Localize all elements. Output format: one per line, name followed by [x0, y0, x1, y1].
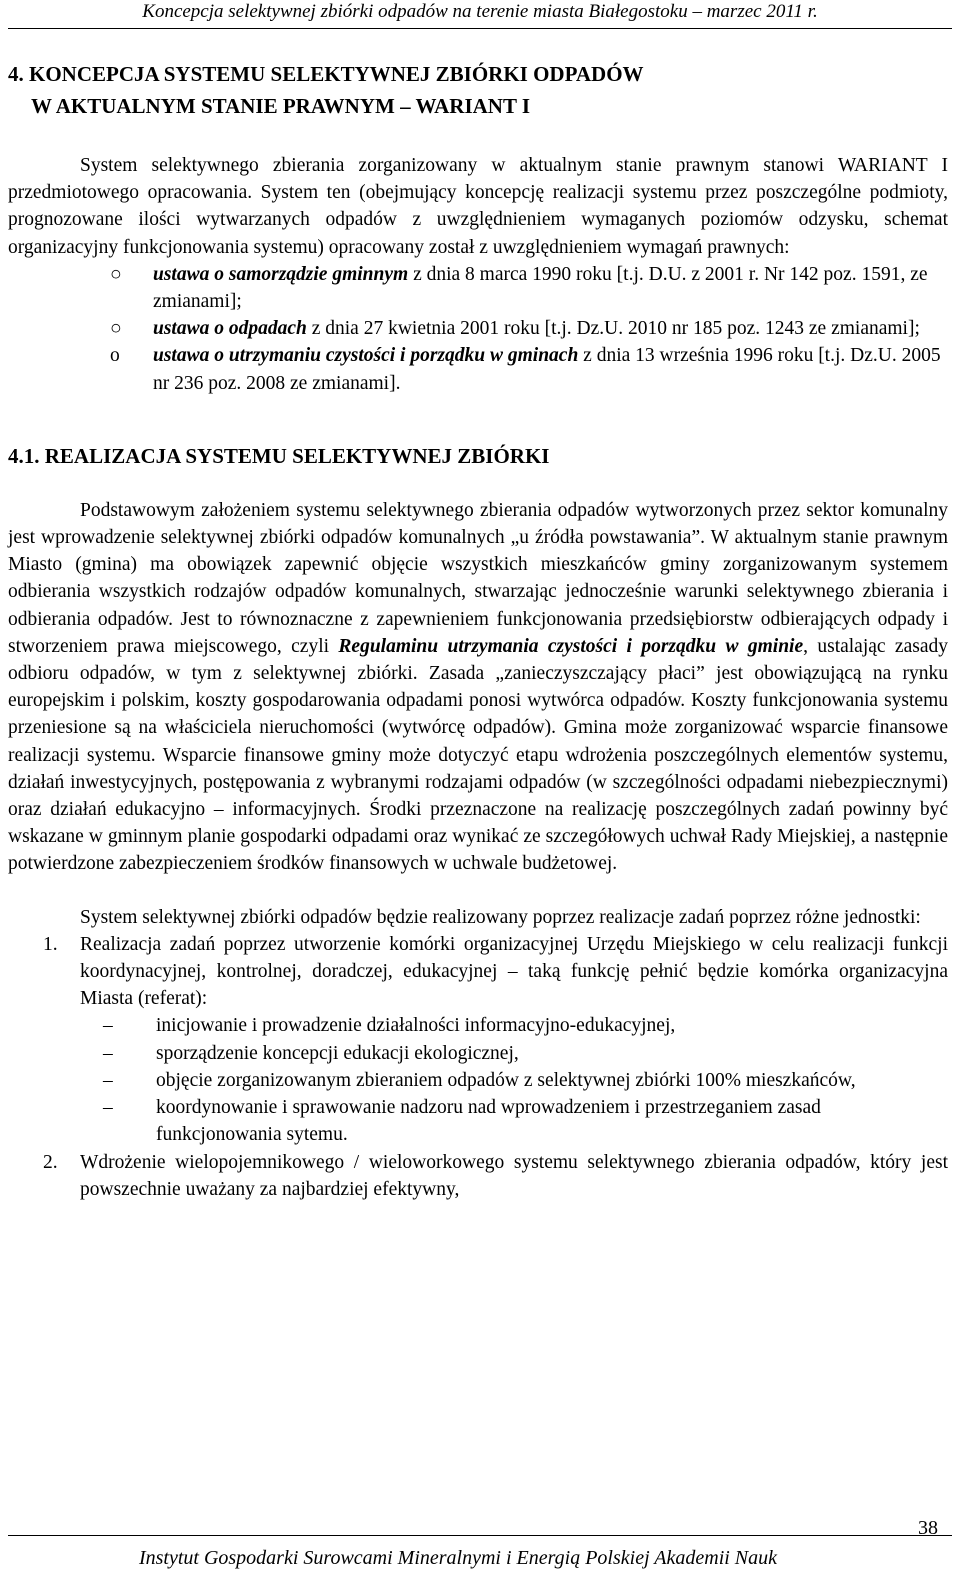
list-number: 2.	[43, 1151, 58, 1173]
section-4-1-heading: 4.1. REALIZACJA SYSTEMU SELEKTYWNEJ ZBIÓRKI	[8, 443, 550, 468]
list-item: – sporządzenie koncepcji edukacji ekologicznej,	[8, 1040, 948, 1067]
section-4-heading-line1: 4. KONCEPCJA SYSTEMU SELEKTYWNEJ ZBIÓRKI ODPADÓW	[8, 62, 644, 86]
dash-bullet-icon: –	[103, 1042, 113, 1064]
task-subitems	[8, 1012, 948, 1148]
law-title: ustawa o samorządzie gminnym	[153, 263, 409, 285]
dash-bullet-icon: –	[103, 1069, 113, 1091]
task-item-2	[8, 1149, 948, 1203]
section-4-1-paragraph-1: Podstawowym założeniem systemu selektywnego zbierania odpadów wytworzonych przez sektor komunalny jest wprowadzenie selektywnej zbiórki odpadów komunalnych „u źródła powstawania”. W aktualnym stanie prawnym Miasto (gmina) ma obowiązek zapewnić objęcie wszystkich mieszkańców gminy zorganizowanym systemem odbierania wszystkich rodzajów odpadów komunalnych, stwarzając jednocześnie warunki selektywnego zbierania i odbierania odpadów. Jest to równoznaczne z zapewnieniem funkcjonowania przedsiębiorstw odbierających odpady i stworzeniem prawa miejscowego, czyli Regulaminu utrzymania czystości i porządku w gminie, ustalając zasady odbioru odpadów, w tym z selektywnej zbiórki. Zasada „zanieczyszczający płaci” jest obowiązującą na rynku europejskim i polskim, koszty gospodarowania odpadami ponosi wytwórca odpadów. Koszty funkcjonowania systemu przeniesione są na właściciela nieruchomości (wytwórcę odpadów). Gmina może zorganizować wsparcie finansowe realizacji systemu. Wsparcie finansowe gminy może dotyczyć etapu wdrożenia poszczególnych elementów systemu, działań inwestycyjnych, postępowania z wybranymi rodzajami odpadów (w szczególności odpadami niebezpiecznymi) oraz działań edukacyjno – informacyjnych. Środki przeznaczone na realizację poszczególnych zadań powinny być wskazane w gminnym planie gospodarki odpadami oraz wynikać ze szczegółowych uchwał Rady Miejskiej, a następnie potwierdzone zabezpieczeniem środków finansowych w uchwale budżetowej.	[8, 499, 948, 875]
tasks-list	[8, 931, 948, 1203]
task-item-1	[8, 931, 948, 1149]
page-number: 38	[918, 1517, 938, 1539]
section-4-heading	[8, 58, 948, 122]
regulation-title: Regulaminu utrzymania czystości i porządku w gminie	[338, 635, 804, 657]
running-footer: Instytut Gospodarki Surowcami Mineralnymi i Energią Polskiej Akademii Nauk	[138, 1547, 778, 1569]
law-item	[8, 261, 948, 315]
law-title: ustawa o odpadach	[153, 318, 307, 340]
task-text: Wdrożenie wielopojemnikowego / wieloworkowego systemu selektywnego zbierania odpadów, który jest powszechnie uważany za najbardziej efektywny,	[80, 1151, 948, 1200]
law-details: z dnia 8 marca 1990 roku [t.j. D.U. z 2001 r. Nr 142 poz. 1591, ze zmianami];	[153, 263, 928, 313]
law-title: ustawa o utrzymaniu czystości i porządku w gminach	[153, 345, 579, 367]
law-item	[8, 342, 948, 396]
page-content	[8, 58, 948, 1203]
list-item: – koordynowanie i sprawowanie nadzoru nad wprowadzeniem i przestrzeganiem zasad funkcjonowania sytemu.	[8, 1094, 948, 1148]
law-details: z dnia 27 kwietnia 2001 roku [t.j. Dz.U. 2010 nr 185 poz. 1243 ze zmianami];	[306, 318, 920, 340]
circle-bullet-icon: ○	[110, 263, 122, 285]
circle-bullet-icon: o	[110, 345, 120, 367]
dash-bullet-icon: –	[103, 1097, 113, 1119]
list-item: – inicjowanie i prowadzenie działalności informacyjno-edukacyjnej,	[8, 1012, 948, 1039]
list-number: 1.	[43, 933, 58, 955]
law-item	[8, 315, 948, 342]
section-4-1-paragraph-2: System selektywnej zbiórki odpadów będzie realizowany poprzez realizacje zadań poprzez różne jednostki:	[80, 906, 921, 928]
legal-basis-list	[8, 261, 948, 397]
law-details: z dnia 13 września 1996 roku [t.j. Dz.U. 2005 nr 236 poz. 2008 ze zmianami].	[153, 345, 941, 394]
list-item: – objęcie zorganizowanym zbieraniem odpadów z selektywnej zbiórki 100% mieszkańców,	[8, 1067, 948, 1094]
section-4-intro: System selektywnego zbierania zorganizowany w aktualnym stanie prawnym stanowi WARIANT I przedmiotowego opracowania. System ten (obejmujący koncepcję realizacji systemu przez poszczególne podmioty, prognozowane ilości wytwarzanych odpadów z uwzględnieniem wymaganych poziomów odzysku, schemat organizacyjny funkcjonowania systemu) opracowany został z uwzględnieniem wymagań prawnych:	[8, 155, 948, 258]
running-header: Koncepcja selektywnej zbiórki odpadów na terenie miasta Białegostoku – marzec 2011 r.	[8, 0, 952, 29]
circle-bullet-icon: ○	[110, 318, 122, 340]
footer-divider	[8, 1535, 952, 1536]
dash-bullet-icon: –	[103, 1015, 113, 1037]
task-text: Realizacja zadań poprzez utworzenie komórki organizacyjnej Urzędu Miejskiego w celu realizacji funkcji koordynacyjnej, kontrolnej, doradczej, edukacyjnej – taką funkcję pełnić będzie komórka organizacyjna Miasta (referat):	[80, 933, 948, 1010]
section-4-heading-line2: W AKTUALNYM STANIE PRAWNYM – WARIANT I	[31, 94, 531, 118]
